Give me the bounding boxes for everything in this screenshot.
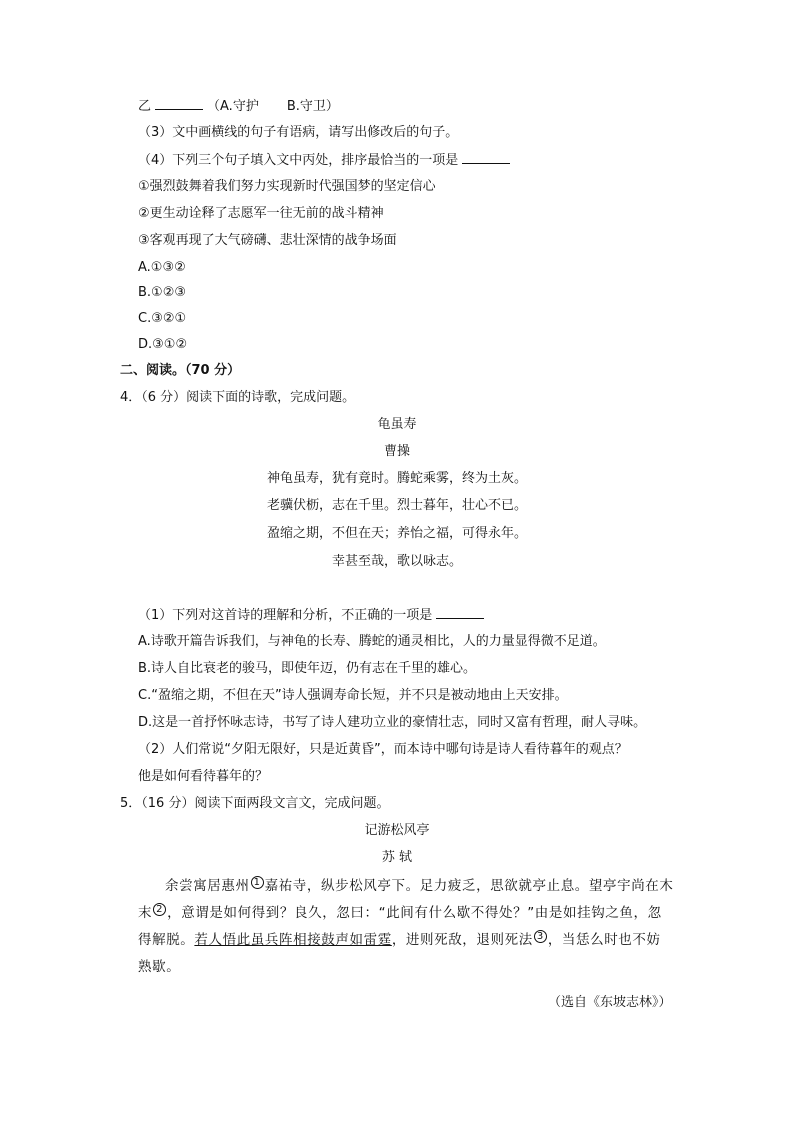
- underlined-sentence: 若人悟此虽兵阵相接鼓声如雷霆: [194, 932, 392, 948]
- poem-line: 老骥伏枥，志在千里。烈士暮年，壮心不已。: [266, 498, 527, 513]
- choice-a: A.①③②: [138, 260, 186, 275]
- sentence-1: ①强烈鼓舞着我们努力实现新时代强国梦的坚定信心: [138, 179, 436, 194]
- sub-question-3: （3）文中画横线的句子有语病，请写出修改后的句子。: [138, 125, 459, 140]
- footnote-marker: 3: [534, 930, 547, 943]
- q4-sub2-line2: 他是如何看待暮年的？: [138, 769, 269, 784]
- q4-stem: 4．（6 分）阅读下面的诗歌，完成问题。: [120, 390, 356, 405]
- q4-sub1: [138, 606, 488, 625]
- sentence-3: ③客观再现了大气磅礴、悲壮深情的战争场面: [138, 233, 397, 248]
- q4-choice-c: C.“盈缩之期，不但在天”诗人强调寿命长短，并不只是被动地由上天安排。: [138, 688, 568, 703]
- poem-title: 龟虽寿: [377, 417, 417, 432]
- sub-question-4-text: （4）下列三个句子填入文中丙处，排序最恰当的一项是: [138, 153, 459, 168]
- option-a: （A.守护: [207, 99, 259, 114]
- q4-sub2-line1: （2）人们常说“夕阳无限好，只是近黄昏”，而本诗中哪句诗是诗人看待暮年的观点？: [138, 742, 628, 757]
- q4-choice-d: D.这是一首抒怀咏志诗，书写了诗人建功立业的豪情壮志，同时又富有哲理，耐人寻味。: [138, 715, 647, 730]
- answer-blank[interactable]: [436, 606, 484, 619]
- line-yi: [138, 97, 339, 116]
- poem-line: 幸甚至哉，歌以咏志。: [331, 554, 462, 569]
- sub-question-4: [138, 151, 514, 170]
- sentence-2: ②更生动诠释了志愿军一往无前的战斗精神: [138, 206, 384, 221]
- footnote-marker: 2: [153, 903, 166, 916]
- q5-author: 苏 轼: [381, 850, 413, 865]
- q5-passage: 余尝寓居惠州 1 嘉祐寺，纵步松风亭下。足力疲乏，思欲就亭止息。望亭宇尚在木末 2 ，意谓是如何得到？良久，忽曰：“此间有什么歇不得处？”由是如挂钩之鱼，忽得解脱。若人悟此虽兵阵相接鼓声如雷霆，进则死敌，退则死法 3 ，当恁么时也不妨熟歇。: [138, 876, 674, 975]
- q4-sub1-text: （1）下列对这首诗的理解和分析，不正确的一项是: [138, 608, 433, 623]
- q4-choice-b: B.诗人自比衰老的骏马，即使年迈，仍有志在千里的雄心。: [138, 661, 477, 676]
- poem-line: 盈缩之期，不但在天；养怡之福，可得永年。: [266, 526, 527, 541]
- choice-d: D.③①②: [138, 337, 188, 352]
- q4-choice-a: A.诗歌开篇告诉我们，与神龟的长寿、腾蛇的通灵相比，人的力量显得微不足道。: [138, 634, 606, 649]
- answer-blank[interactable]: [462, 151, 510, 164]
- option-b: B.守卫）: [286, 99, 339, 114]
- choice-c: C.③②①: [138, 311, 187, 326]
- poem-author: 曹操: [383, 444, 410, 459]
- poem-line: 神龟虽寿，犹有竟时。腾蛇乘雾，终为土灰。: [266, 471, 527, 486]
- yi-prefix: 乙: [138, 99, 152, 114]
- choice-b: B.①②③: [138, 285, 187, 300]
- q5-source: （选自《东坡志林》）: [548, 995, 672, 1010]
- section-heading: 二、阅读。（70 分）: [120, 363, 241, 378]
- answer-blank[interactable]: [155, 97, 203, 110]
- q5-stem: 5．（16 分）阅读下面两段文言文，完成问题。: [120, 796, 390, 811]
- footnote-marker: 1: [251, 876, 264, 889]
- q5-title: 记游松风亭: [364, 823, 430, 838]
